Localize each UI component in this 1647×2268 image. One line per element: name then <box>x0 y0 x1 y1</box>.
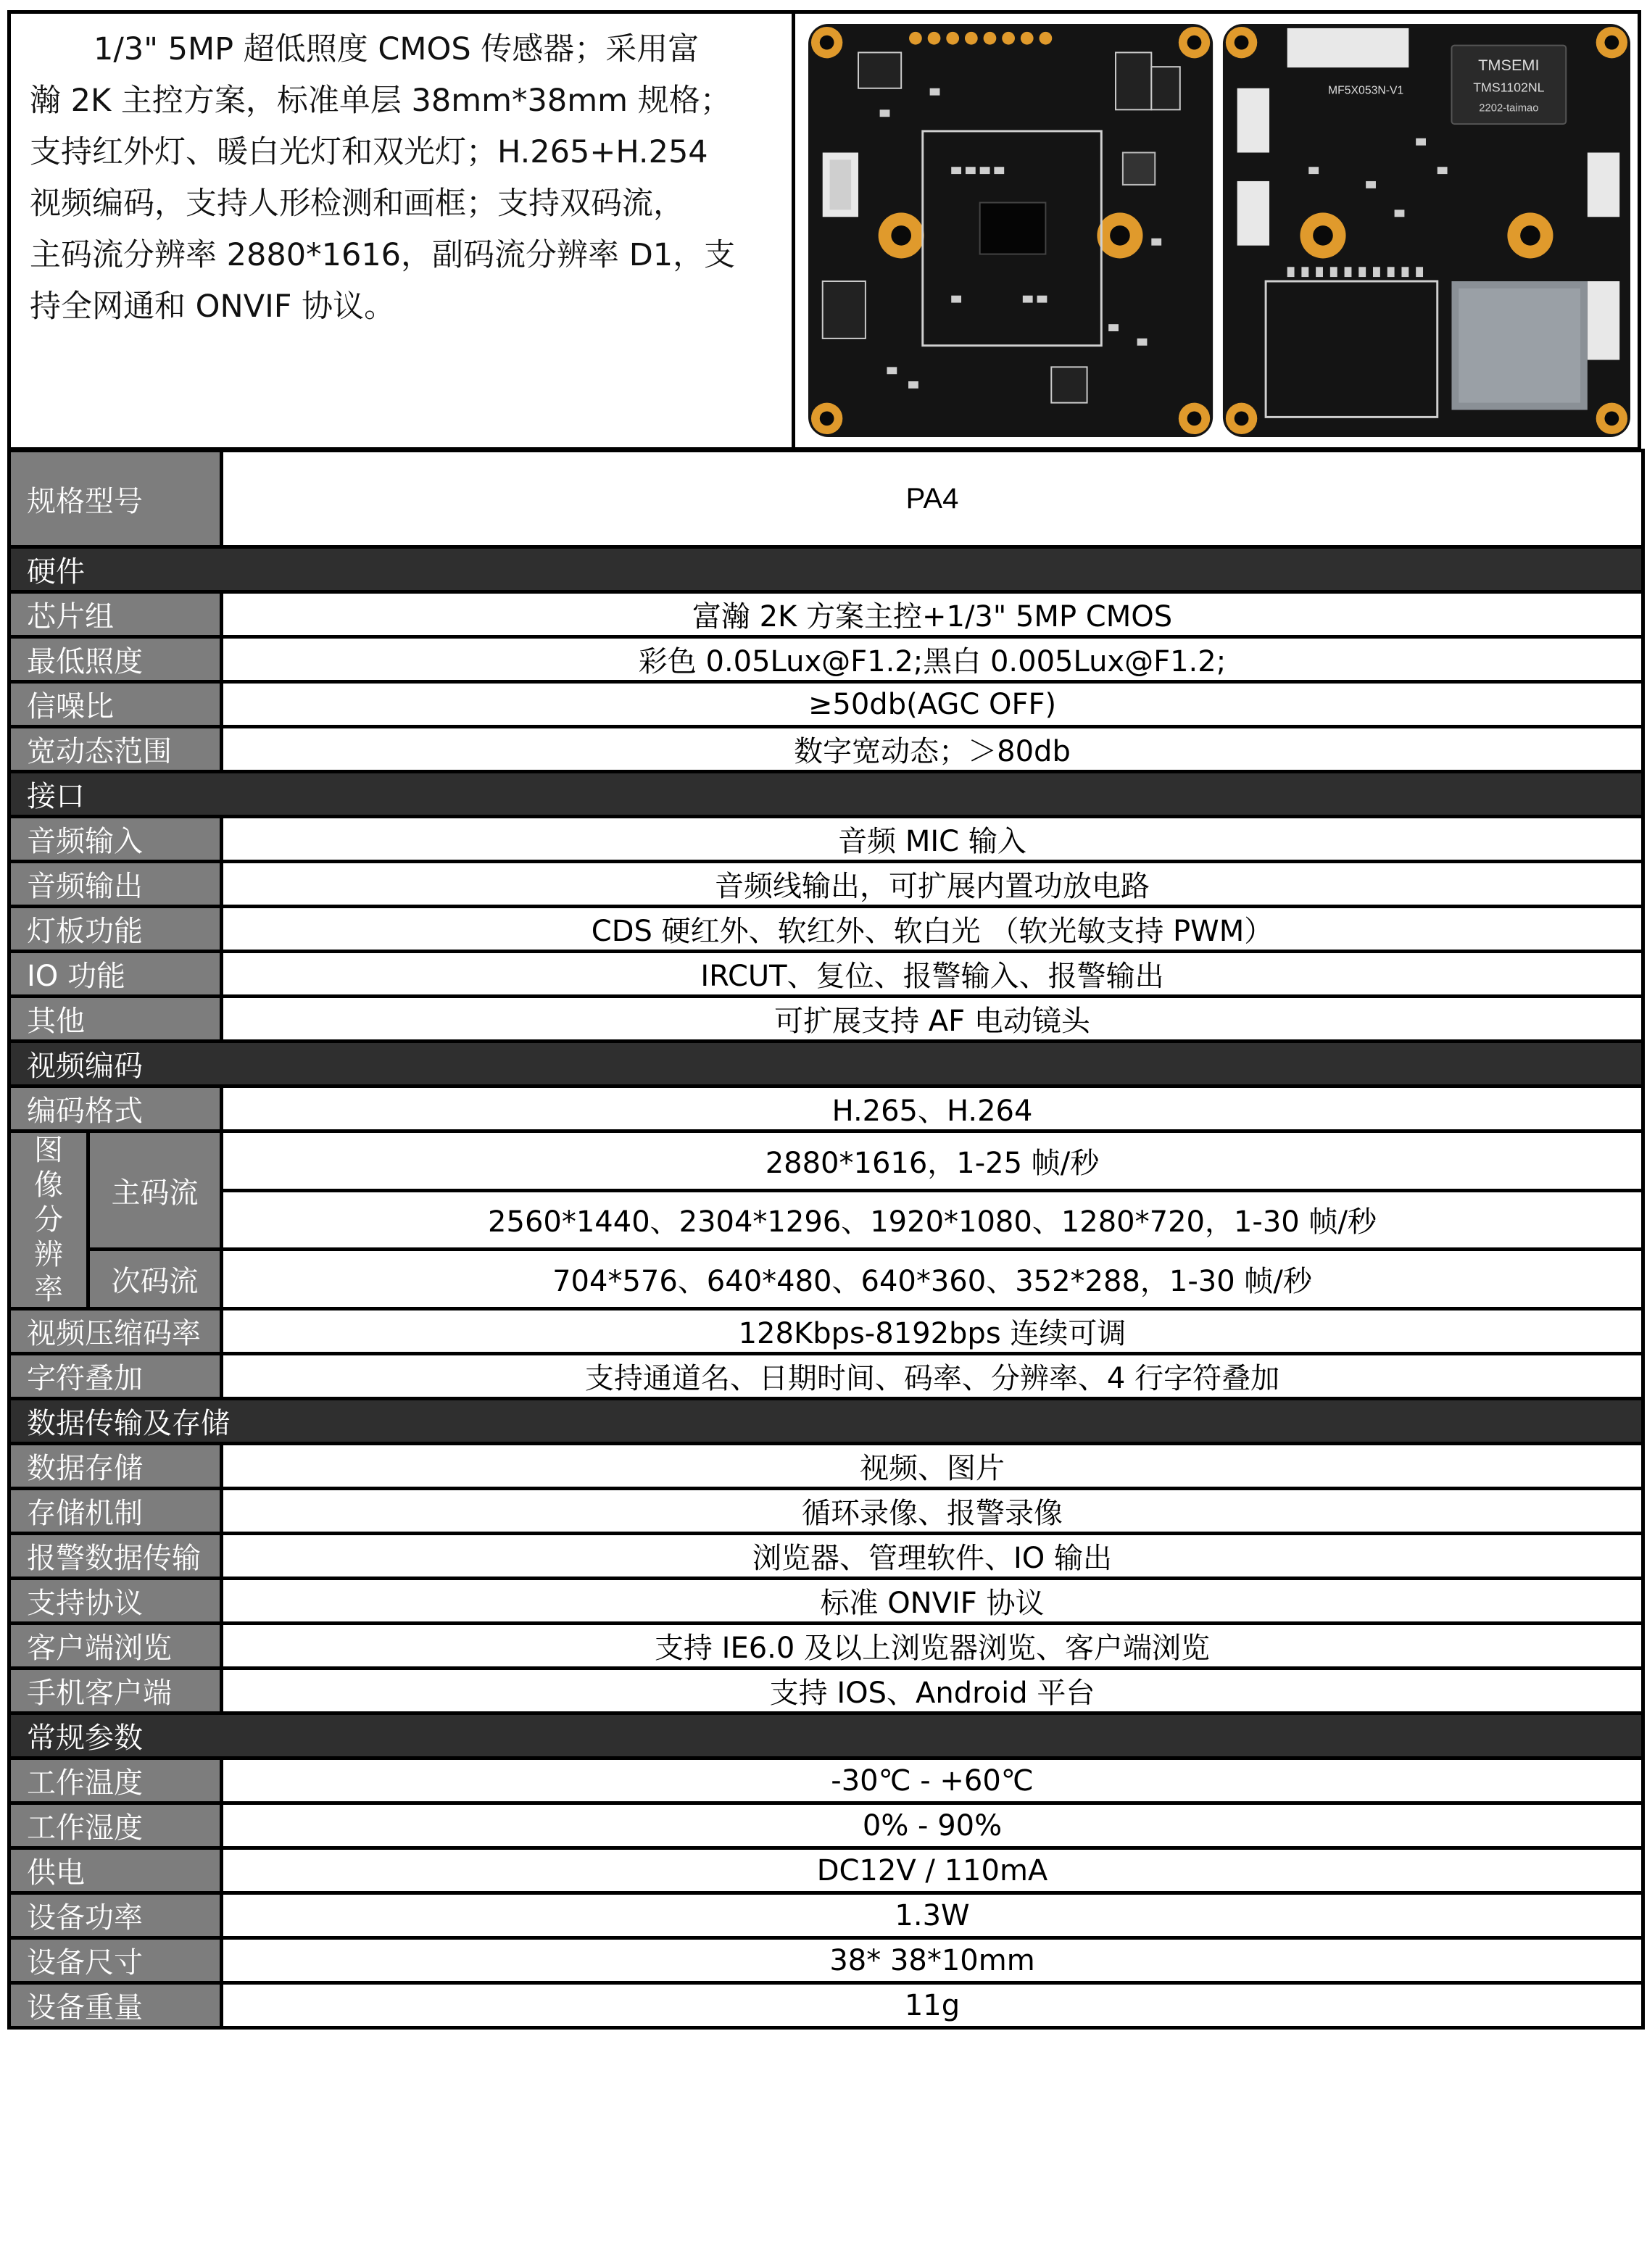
table-row <box>9 997 1643 1042</box>
row-label: 数据存储 <box>9 1444 222 1489</box>
row-value: 富瀚 2K 方案主控+1/3" 5MP CMOS <box>222 592 1643 637</box>
row-value: 视频、图片 <box>222 1444 1643 1489</box>
chip-model: TMS1102NL <box>1473 80 1545 95</box>
row-label: 设备重量 <box>9 1983 222 2028</box>
section-title: 数据传输及存储 <box>9 1399 1643 1444</box>
board-code: MF5X053N-V1 <box>1328 84 1404 97</box>
row-value: 可扩展支持 AF 电动镜头 <box>222 997 1643 1042</box>
resolution-label-text: 图 像 分 辨 率 <box>34 1134 63 1306</box>
table-row <box>9 1669 1643 1714</box>
row-value: 128Kbps-8192bps 连续可调 <box>222 1309 1643 1354</box>
row-value: 循环录像、报警录像 <box>222 1489 1643 1534</box>
resolution-sub-row <box>9 1250 1643 1309</box>
chip-code: 2202-taimao <box>1479 102 1539 115</box>
description-line: 持全网通和 ONVIF 协议。 <box>30 288 396 325</box>
section-header-hardware <box>9 547 1643 592</box>
row-label: 灯板功能 <box>9 907 222 952</box>
row-value: 标准 ONVIF 协议 <box>222 1579 1643 1624</box>
table-row <box>9 862 1643 907</box>
table-row <box>9 1489 1643 1534</box>
row-value: 支持 IOS、Android 平台 <box>222 1669 1643 1714</box>
row-value: 0% - 90% <box>222 1803 1643 1848</box>
table-row <box>9 817 1643 862</box>
row-label: 客户端浏览 <box>9 1624 222 1669</box>
row-value: H.265、H.264 <box>222 1087 1643 1131</box>
row-value: 浏览器、管理软件、IO 输出 <box>222 1534 1643 1579</box>
row-label: 芯片组 <box>9 592 222 637</box>
table-row <box>9 1893 1643 1938</box>
product-description <box>11 14 795 447</box>
section-title: 视频编码 <box>9 1042 1643 1087</box>
product-header <box>7 10 1641 451</box>
pcb-board-front <box>808 24 1213 437</box>
row-label: 支持协议 <box>9 1579 222 1624</box>
main-stream-value-2: 2560*1440、2304*1296、1920*1080、1280*720，1-30 帧/秒 <box>222 1190 1643 1250</box>
section-header-video <box>9 1042 1643 1087</box>
main-stream-label: 主码流 <box>88 1131 222 1250</box>
row-label: 字符叠加 <box>9 1354 222 1399</box>
table-row <box>9 1803 1643 1848</box>
resolution-main-row-2 <box>9 1190 1643 1250</box>
table-row <box>9 952 1643 997</box>
table-row <box>9 637 1643 682</box>
row-label: 工作湿度 <box>9 1803 222 1848</box>
row-value: 支持 IE6.0 及以上浏览器浏览、客户端浏览 <box>222 1624 1643 1669</box>
table-row <box>9 592 1643 637</box>
table-row <box>9 1983 1643 2028</box>
main-stream-value-1: 2880*1616，1-25 帧/秒 <box>222 1131 1643 1191</box>
row-label: 供电 <box>9 1848 222 1893</box>
table-row <box>9 1758 1643 1803</box>
model-value: PA4 <box>222 451 1643 547</box>
row-label: 报警数据传输 <box>9 1534 222 1579</box>
table-row <box>9 1354 1643 1399</box>
row-value: 支持通道名、日期时间、码率、分辨率、4 行字符叠加 <box>222 1354 1643 1399</box>
row-label: 手机客户端 <box>9 1669 222 1714</box>
model-label: 规格型号 <box>9 451 222 547</box>
row-label: 工作温度 <box>9 1758 222 1803</box>
board-photos <box>795 14 1638 447</box>
table-row <box>9 907 1643 952</box>
table-row <box>9 1534 1643 1579</box>
row-value: 音频线输出，可扩展内置功放电路 <box>222 862 1643 907</box>
section-header-interface <box>9 772 1643 817</box>
table-row <box>9 1444 1643 1489</box>
table-row <box>9 1579 1643 1624</box>
row-label: 信噪比 <box>9 682 222 727</box>
resolution-main-row <box>9 1131 1643 1191</box>
chip-brand: TMSEMI <box>1478 56 1540 75</box>
row-label: 存储机制 <box>9 1489 222 1534</box>
row-value: ≥50db(AGC OFF) <box>222 682 1643 727</box>
spec-table <box>7 449 1645 2030</box>
row-label: 最低照度 <box>9 637 222 682</box>
sub-stream-label: 次码流 <box>88 1250 222 1309</box>
description-line: 支持红外灯、暖白光灯和双光灯；H.265+H.254 <box>30 134 708 170</box>
row-value: DC12V / 110mA <box>222 1848 1643 1893</box>
table-row <box>9 1087 1643 1131</box>
section-title: 硬件 <box>9 547 1643 592</box>
table-row <box>9 1309 1643 1354</box>
row-value: 数字宽动态；＞80db <box>222 727 1643 772</box>
row-label: 编码格式 <box>9 1087 222 1131</box>
section-title: 接口 <box>9 772 1643 817</box>
table-row <box>9 1624 1643 1669</box>
model-row <box>9 451 1643 547</box>
description-line: 主码流分辨率 2880*1616，副码流分辨率 D1，支 <box>30 237 736 273</box>
row-value: 1.3W <box>222 1893 1643 1938</box>
resolution-label <box>9 1131 88 1309</box>
row-value: IRCUT、复位、报警输入、报警输出 <box>222 952 1643 997</box>
description-line: 视频编码，支持人形检测和画框；支持双码流， <box>30 186 684 222</box>
row-label: 视频压缩码率 <box>9 1309 222 1354</box>
pcb-board-back <box>1223 24 1630 437</box>
table-row <box>9 727 1643 772</box>
row-value: 38* 38*10mm <box>222 1938 1643 1983</box>
row-value: 11g <box>222 1983 1643 2028</box>
table-row <box>9 1848 1643 1893</box>
description-line: 1/3" 5MP 超低照度 CMOS 传感器；采用富 <box>94 31 700 67</box>
row-label: 设备功率 <box>9 1893 222 1938</box>
table-row <box>9 682 1643 727</box>
table-row <box>9 1938 1643 1983</box>
section-header-general <box>9 1714 1643 1758</box>
row-label: 设备尺寸 <box>9 1938 222 1983</box>
row-value: -30℃ - +60℃ <box>222 1758 1643 1803</box>
description-line: 瀚 2K 主控方案，标准单层 38mm*38mm 规格； <box>30 83 731 119</box>
row-label: 音频输入 <box>9 817 222 862</box>
section-title: 常规参数 <box>9 1714 1643 1758</box>
row-value: 彩色 0.05Lux@F1.2;黑白 0.005Lux@F1.2; <box>222 637 1643 682</box>
section-header-storage <box>9 1399 1643 1444</box>
row-label: 宽动态范围 <box>9 727 222 772</box>
row-label: 其他 <box>9 997 222 1042</box>
row-value: CDS 硬红外、软红外、软白光 （软光敏支持 PWM） <box>222 907 1643 952</box>
pcb-photo <box>808 24 1630 437</box>
row-label: 音频输出 <box>9 862 222 907</box>
row-label: IO 功能 <box>9 952 222 997</box>
sub-stream-value: 704*576、640*480、640*360、352*288，1-30 帧/秒 <box>222 1250 1643 1309</box>
row-value: 音频 MIC 输入 <box>222 817 1643 862</box>
